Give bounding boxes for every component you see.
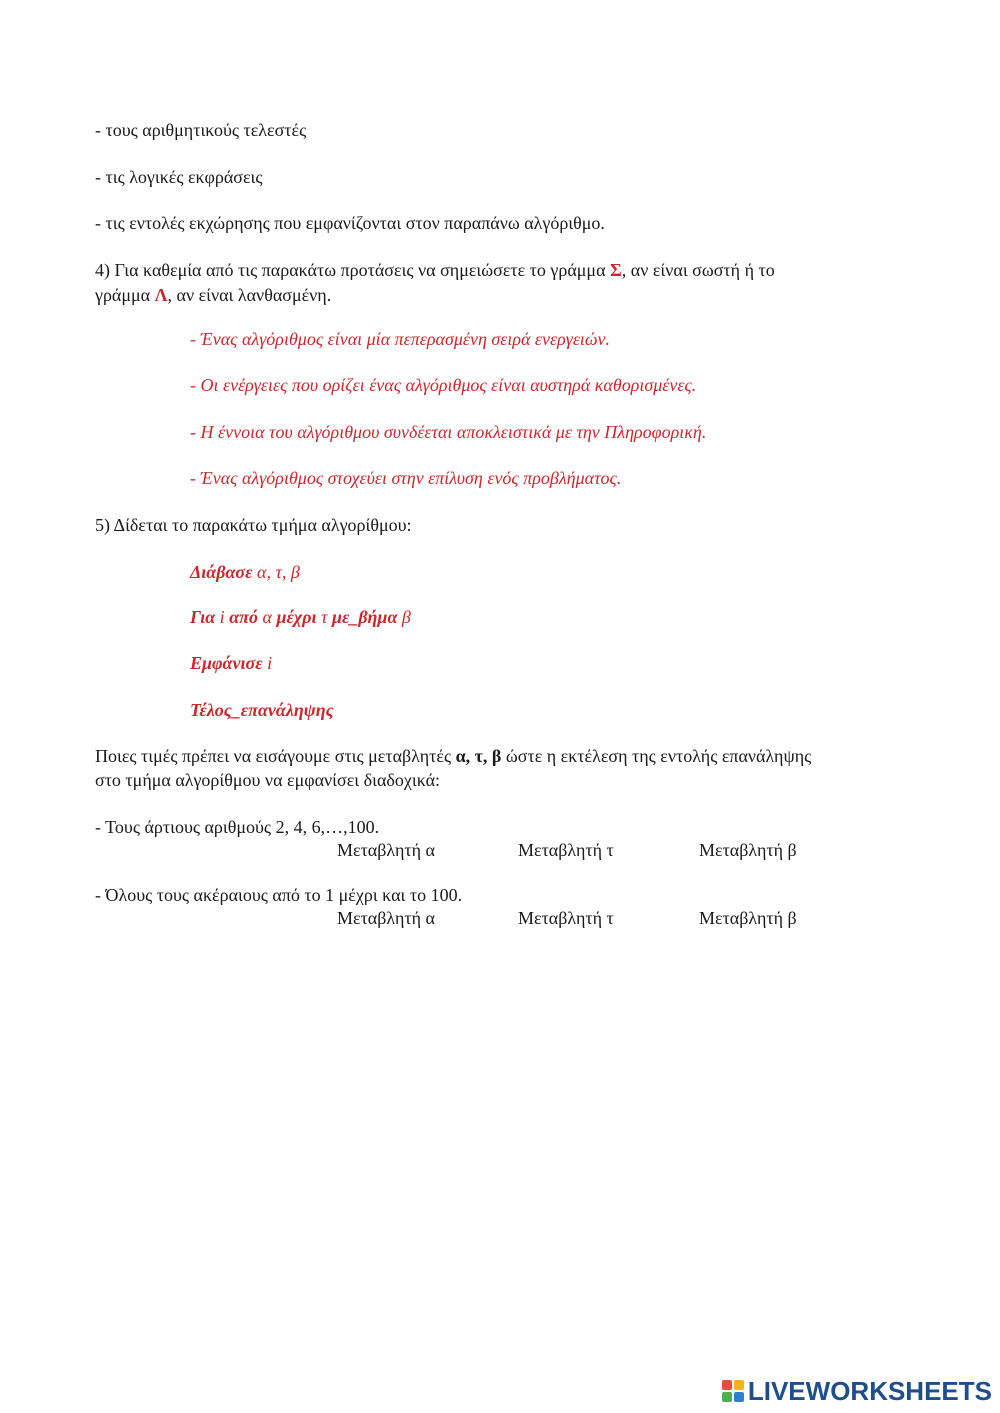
- kw-for: Για: [190, 607, 216, 627]
- q4-text-a: 4) Για καθεμία από τις παρακάτω προτάσεις να σημειώσετε το γράμμα: [95, 260, 611, 280]
- case2-var-b-label: Μεταβλητή β: [699, 908, 797, 928]
- code-print-line: [190, 651, 272, 675]
- logo-square: [734, 1392, 744, 1402]
- kw-from: από: [229, 607, 258, 627]
- print-var: i: [262, 653, 273, 673]
- logo-squares-icon: [722, 1380, 744, 1402]
- q5-question-line1: [95, 744, 811, 768]
- kw-to: μέχρι: [276, 607, 317, 627]
- statement-4: - Ένας αλγόριθμος στοχεύει στην επίλυση ενός προβλήματος.: [190, 468, 622, 488]
- statement-1: - Ένας αλγόριθμος είναι μία πεπερασμένη σειρά ενεργειών.: [190, 329, 610, 349]
- kw-step: με_βήμα: [331, 607, 398, 627]
- case1-var-b-label: Μεταβλητή β: [699, 840, 797, 860]
- statement-2: - Οι ενέργειες που ορίζει ένας αλγόριθμος είναι αυστηρά καθορισμένες.: [190, 375, 697, 395]
- q4-text-c: γράμμα: [95, 285, 155, 305]
- logo-square: [734, 1380, 744, 1390]
- letter-lambda: Λ: [154, 285, 168, 305]
- kw-print: Εμφάνισε: [190, 653, 263, 673]
- list-item-arithmetic: - τους αριθμητικούς τελεστές: [95, 120, 307, 140]
- case2-var-a-label: Μεταβλητή α: [337, 908, 435, 928]
- list-item-assignment: - τις εντολές εκχώρησης που εμφανίζονται στον παραπάνω αλγόριθμο.: [95, 213, 605, 233]
- q4-line2: [95, 283, 331, 307]
- q5-question-line2: στο τμήμα αλγορίθμου να εμφανίσει διαδοχικά:: [95, 770, 441, 790]
- read-vars: α, τ, β: [252, 562, 300, 582]
- kw-read: Διάβασε: [190, 562, 253, 582]
- statement-3: - Η έννοια του αλγόριθμου συνδέεται αποκλειστικά με την Πληροφορική.: [190, 422, 707, 442]
- step-var: β: [397, 607, 411, 627]
- for-var: i: [215, 607, 230, 627]
- code-read-line: [190, 560, 300, 584]
- q4-text-b: , αν είναι σωστή ή το: [621, 260, 775, 280]
- q5-intro: 5) Δίδεται το παρακάτω τμήμα αλγορίθμου:: [95, 515, 412, 535]
- case1-var-t-label: Μεταβλητή τ: [518, 840, 614, 860]
- liveworksheets-logo: [722, 1377, 992, 1405]
- logo-square: [722, 1380, 732, 1390]
- logo-square: [722, 1392, 732, 1402]
- q5-question-vars: α, τ, β: [455, 746, 502, 766]
- kw-end-loop: Τέλος_επανάληψης: [190, 700, 334, 720]
- case2-var-t-label: Μεταβλητή τ: [518, 908, 614, 928]
- q5-question-a: Ποιες τιμές πρέπει να εισάγουμε στις μεταβλητές: [95, 746, 456, 766]
- letter-sigma: Σ: [610, 260, 622, 280]
- code-end-line: [190, 698, 334, 722]
- q5-question-b: ώστε η εκτέλεση της εντολής επανάληψης: [501, 746, 812, 766]
- q4-text-d: , αν είναι λανθασμένη.: [167, 285, 332, 305]
- list-item-logical: - τις λογικές εκφράσεις: [95, 167, 263, 187]
- logo-text: LIVEWORKSHEETS: [747, 1375, 992, 1406]
- to-var: τ: [316, 607, 332, 627]
- from-var: α: [257, 607, 277, 627]
- case-all-integers: - Όλους τους ακέραιους από το 1 μέχρι και το 100.: [95, 885, 463, 905]
- case-even-numbers: - Τους άρτιους αριθμούς 2, 4, 6,…,100.: [95, 817, 380, 837]
- q4-line1: [95, 258, 775, 282]
- code-for-line: [190, 605, 411, 629]
- case1-var-a-label: Μεταβλητή α: [337, 840, 435, 860]
